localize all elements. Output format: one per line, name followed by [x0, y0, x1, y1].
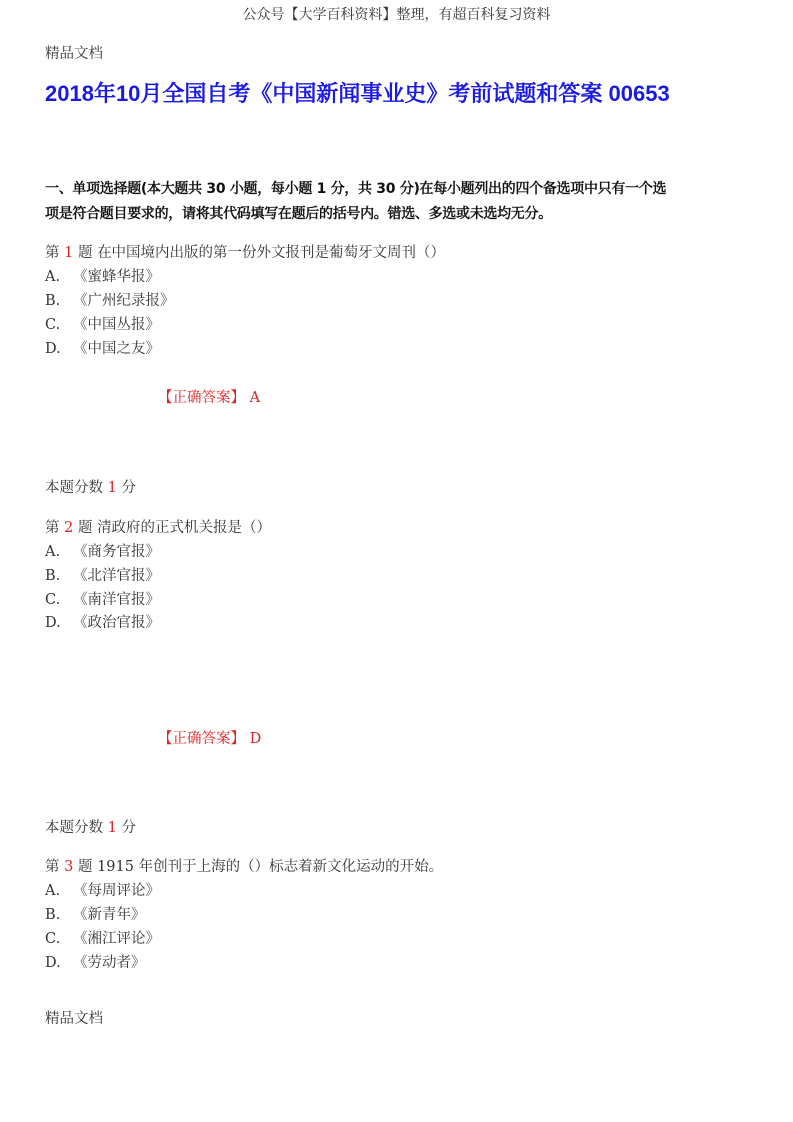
answer-label: 【正确答案】: [158, 390, 245, 406]
score-value: 1: [107, 480, 117, 496]
option-key: D.: [45, 955, 61, 971]
score-suffix: 分: [121, 480, 136, 496]
option-text: 《每周评论》: [73, 883, 160, 899]
page-header: 公众号【大学百科资料】整理，有超百科复习资料: [242, 7, 551, 23]
answer-option: [45, 930, 160, 948]
document-title: 2018年10月全国自考《中国新闻事业史》考前试题和答案 00653: [45, 81, 670, 106]
option-text: 《北洋官报》: [73, 568, 160, 584]
option-key: B.: [45, 568, 61, 584]
answer-option: [45, 906, 146, 924]
option-text: 《中国丛报》: [73, 317, 160, 333]
option-key: A.: [45, 883, 61, 899]
question-suffix: 题: [77, 520, 93, 536]
section-instructions-line2: 项是符合题目要求的，请将其代码填写在题后的括号内。错选、多选或未选均无分。: [45, 206, 552, 222]
answer-value: D: [249, 731, 262, 747]
question-suffix: 题: [77, 859, 93, 875]
question-suffix: 题: [77, 245, 93, 261]
answer-option: [45, 567, 160, 585]
option-key: D.: [45, 615, 61, 631]
option-text: 《新青年》: [73, 907, 146, 923]
answer-option: [45, 340, 160, 358]
score-prefix: 本题分数: [45, 820, 103, 836]
answer-option: [45, 316, 160, 334]
section-instructions-line1: 一、单项选择题(本大题共 30 小题，每小题 1 分，共 30 分)在每小题列出的四个备选项中只有一个选: [45, 181, 667, 197]
option-key: C.: [45, 317, 61, 333]
question-prefix: 第: [45, 859, 60, 875]
score-value: 1: [107, 820, 117, 836]
option-text: 《劳动者》: [73, 955, 146, 971]
question-number: 2: [64, 520, 74, 536]
question-number: 1: [64, 245, 74, 261]
question-stem: [45, 519, 271, 537]
score-suffix: 分: [121, 820, 136, 836]
question-score: [45, 479, 136, 497]
question-score: [45, 819, 136, 837]
option-key: C.: [45, 931, 61, 947]
question-text: 清政府的正式机关报是（）: [97, 520, 272, 536]
option-text: 《南洋官报》: [73, 592, 160, 608]
option-text: 《广州纪录报》: [73, 293, 175, 309]
watermark-top: 精品文档: [45, 46, 103, 62]
option-text: 《蜜蜂华报》: [73, 269, 160, 285]
question-number: 3: [64, 859, 74, 875]
correct-answer: [158, 730, 261, 748]
question-stem: [45, 244, 445, 262]
option-text: 《湘江评论》: [73, 931, 160, 947]
option-text: 《政治官报》: [73, 615, 160, 631]
option-key: D.: [45, 341, 61, 357]
option-text: 《商务官报》: [73, 544, 160, 560]
option-key: B.: [45, 293, 61, 309]
option-key: B.: [45, 907, 61, 923]
watermark-bottom: 精品文档: [45, 1011, 103, 1027]
question-text: 在中国境内出版的第一份外文报刊是葡萄牙文周刊（）: [97, 245, 446, 261]
score-prefix: 本题分数: [45, 480, 103, 496]
correct-answer: [158, 389, 260, 407]
option-text: 《中国之友》: [73, 341, 160, 357]
answer-option: [45, 268, 160, 286]
answer-option: [45, 292, 175, 310]
question-stem: [45, 858, 443, 876]
option-key: A.: [45, 269, 61, 285]
answer-option: [45, 954, 146, 972]
question-prefix: 第: [45, 520, 60, 536]
option-key: C.: [45, 592, 61, 608]
option-key: A.: [45, 544, 61, 560]
question-prefix: 第: [45, 245, 60, 261]
question-text: 1915 年创刊于上海的（）标志着新文化运动的开始。: [97, 859, 444, 875]
answer-option: [45, 882, 160, 900]
answer-option: [45, 591, 160, 609]
answer-option: [45, 614, 160, 632]
answer-value: A: [249, 390, 261, 406]
answer-label: 【正确答案】: [158, 731, 245, 747]
answer-option: [45, 543, 160, 561]
